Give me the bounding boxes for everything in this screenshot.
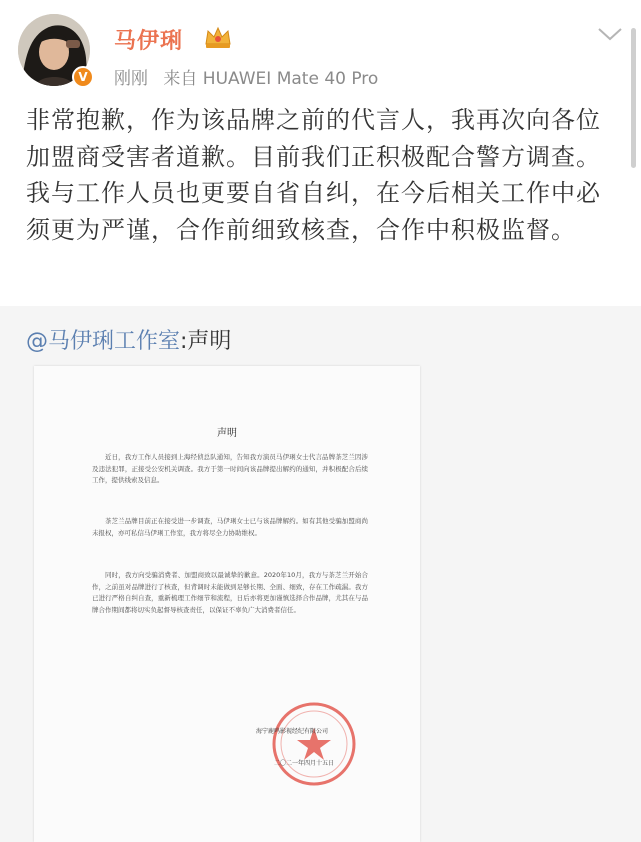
statement-image[interactable] (34, 366, 420, 842)
statement-title: 声明 (217, 428, 237, 439)
statement-date: 二〇二一年四月十五日 (274, 760, 335, 767)
chevron-down-icon[interactable] (597, 26, 623, 42)
scrollbar[interactable] (631, 28, 636, 168)
repost-title (26, 324, 231, 355)
post-content: 非常抱歉，作为该品牌之前的代言人，我再次向各位加盟商受害者道歉。目前我们正积极配合警方调查。我与工作人员也更要自省自纠，在今后相关工作中必须更为严谨，合作前细致核查，合作中积极监督。 (26, 106, 601, 244)
statement-company: 海宁鹿鸣影视经纪有限公司 (256, 728, 329, 735)
statement-paragraph: 近日，我方工作人员接到上海经侦总队通知，告知我方演员马伊琍女士代言品牌茶芝兰因涉及违法犯罪，正接受公安机关调查。我方于第一时间向该品牌提出解约的通知，并积极配合后续工作，提供线索及信息。 (92, 453, 368, 484)
studio-mention-link[interactable]: @马伊琍工作室 (26, 329, 181, 354)
repost-title-suffix: :声明 (180, 329, 232, 354)
statement-paragraph: 茶芝兰品牌目前正在接受进一步调查，马伊琍女士已与该品牌解约。如有其他受骗加盟商尚未报权，亦可私信马伊琍工作室，我方将尽全力协助维权。 (92, 517, 368, 537)
post-time: 刚刚 (114, 69, 148, 89)
statement-paragraph: 同时，我方向受骗消费者、加盟商致以最诚挚的歉意。2020年10月，我方与茶芝兰开始合作，之前虽对品牌进行了核查，但背调时未能做到足够长期、全面、细致，存在工作疏漏。我方已进行严格自纠自查，重新梳理工作细节和流程，日后亦将更加谨慎选择合作品牌，尤其在与品牌合作期间都将切实负起督导核查责任，以保证不辜负广大消费者信任。 (92, 571, 368, 614)
company-seal (270, 700, 358, 788)
repost-card[interactable] (0, 306, 641, 842)
verified-v-icon: V (72, 66, 94, 88)
crown-icon[interactable] (203, 24, 233, 50)
post-source[interactable]: 来自 HUAWEI Mate 40 Pro (163, 69, 379, 89)
post-meta (114, 64, 388, 89)
username[interactable]: 马伊琍 (114, 29, 184, 54)
